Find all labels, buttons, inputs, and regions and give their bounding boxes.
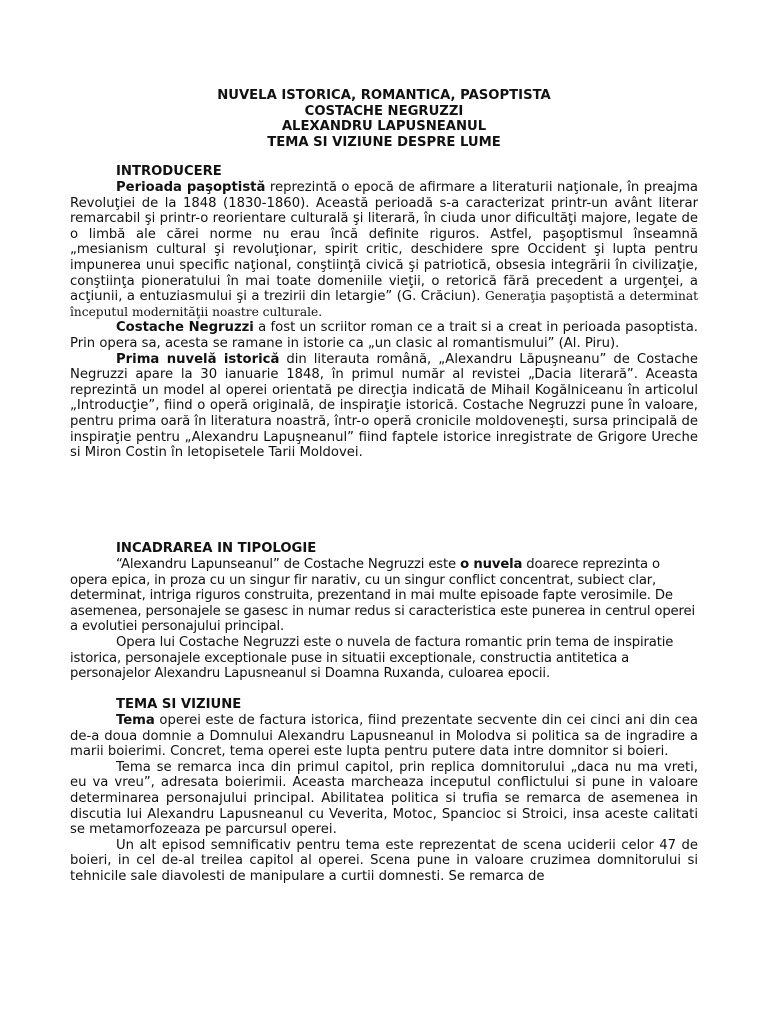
section-tema (70, 713, 698, 885)
document-title (0, 88, 768, 150)
paragraph-replica: Tema se remarca inca din primul capitol, prin replica domnitorului „daca nu ma vreti, eu va vreu”, adresata boierimii. Aceasta marcheaza inceputul conflictului si pune in valoare determinarea personajului principal. Abilitatea politica si trufia se remarca de asemenea in discutia lui Alexandru Lapusneanul cu Veverita, Motoc, Spancioc si Stroici, insa aceste calitati se metamorfozeaza pe parcursul operei. (70, 759, 698, 838)
paragraph-text: doarece reprezinta o opera epica, in proza cu un singur fir narativ, cu un singur conflict concentrat, subiect clar, determinat, intriga riguros construita, prezentand in mai multe episoade fapte verosimile. De asemenea, personajele se gasesc in numar redus si caracteristica este punerea in centrul operei a evolutiei personajului principal. (70, 557, 695, 635)
bold-term: Perioada paşoptistă (116, 180, 266, 195)
bold-term: Prima nuvelă istorică (116, 351, 280, 367)
paragraph-romantic: Opera lui Costache Negruzzi este o nuvela de factura romantic prin tema de inspiratie istorica, personajele exceptionale puse in situatii exceptionale, constructia antitetica a personajelor Alexandru Lapusneanul si Doamna Ruxanda, culoarea epocii. (70, 634, 674, 682)
paragraph-episod: Un alt episod semnificativ pentru tema este reprezentat de scena uciderii celor 47 de boieri, in cel de-al treilea capitol al operei. Scena pune in valoare cruzimea domnitorului si tehnicile sale diavolesti de manipulare a curtii domnesti. Se remarca de (70, 837, 698, 884)
section-tipologie (70, 557, 698, 682)
paragraph-text: operei este de factura istorica, fiind prezentate secvente din cei cinci ani din cea de-a doua domnie a Domnului Alexandru Lapusneanul in Molodva si politica sa de ingradire a marii boierimi. Concret, tema operei este lupta pentru putere data intre domnitor si boieri. (70, 713, 698, 760)
bold-term: o nuvela (460, 557, 523, 572)
paragraph-tema (70, 713, 698, 760)
paragraph-negruzzi (70, 320, 698, 351)
bold-term: Tema (116, 713, 155, 728)
section-heading-tema: TEMA SI VIZIUNE (116, 697, 242, 712)
title-line-2: COSTACHE NEGRUZZI (304, 103, 464, 119)
paragraph-prima-nuvela (70, 352, 698, 461)
title-line-3: ALEXANDRU LAPUSNEANUL (281, 119, 487, 135)
paragraph-pasoptism (70, 180, 698, 320)
bold-term: Costache Negruzzi (116, 320, 254, 336)
paragraph-nuvela (70, 557, 698, 635)
section-heading-tipologie: INCADRAREA IN TIPOLOGIE (116, 541, 317, 556)
section-introducere (70, 180, 698, 461)
paragraph-text: “Alexandru Lapunseanul” de Costache Negruzzi este (116, 557, 461, 572)
section-heading-introducere: INTRODUCERE (116, 164, 222, 179)
serif-sentence: Generaţia paşoptistă a determinat începutul modernităţii noastre culturale. (70, 289, 698, 319)
paragraph-text: reprezintă o epocă de afirmare a literaturii naţionale, în preajma Revoluţiei de la 1848 (1830-1860). Această perioadă s-a caracterizat printr-un avânt literar remarcabil şi printr-o reorientare culturală şi literară, în ciuda unor dificultăţi majore, legate de o limbă ale cărei norme nu erau încă definite riguros. Astfel, paşoptismul înseamnă „mesianism cultural şi revoluţionar, spirit critic, deschidere spre Occident şi lupta pentru impunerea unui specific naţional, conştiinţă civică şi patriotică, obsesia integrării în civilizaţie, conştiinţa pioneratului în mai toate domeniile vieţii, o retorică fără precedent a urgenţei, a acţiunii, a entuziasmului şi a trezirii din letargie” (G. Crăciun). (70, 180, 699, 305)
paragraph-text: a fost un scriitor roman ce a trait si a creat in perioada pasoptista. Prin opera sa, acesta se ramane in istorie ca „un clasic al romantismului” (Al. Piru). (70, 320, 698, 351)
paragraph-text: din literauta română, „Alexandru Lăpuşneanu” de Costache Negruzzi apare la 30 ianuarie 1848, în primul număr al revistei „Dacia literară”. Aceasta reprezintă un model al operei orientată pe direcţia indicată de Mihail Kogălniceanu în articolul „Introducţie”, fiind o operă originală, de inspiraţie istorică. Costache Negruzzi pune în valoare, pentru prima oară în literatura noastră, într-o operă cronicile moldoveneşti, sursa principală de inspiraţie pentru „Alexandru Lapuşneanul” fiind faptele istorice inregistrate de Grigore Ureche si Miron Costin în letopisetele Tarii Moldovei. (70, 351, 698, 461)
title-line-1: NUVELA ISTORICA, ROMANTICA, PASOPTISTA (217, 88, 551, 103)
title-line-4: TEMA SI VIZIUNE DESPRE LUME (267, 134, 501, 150)
